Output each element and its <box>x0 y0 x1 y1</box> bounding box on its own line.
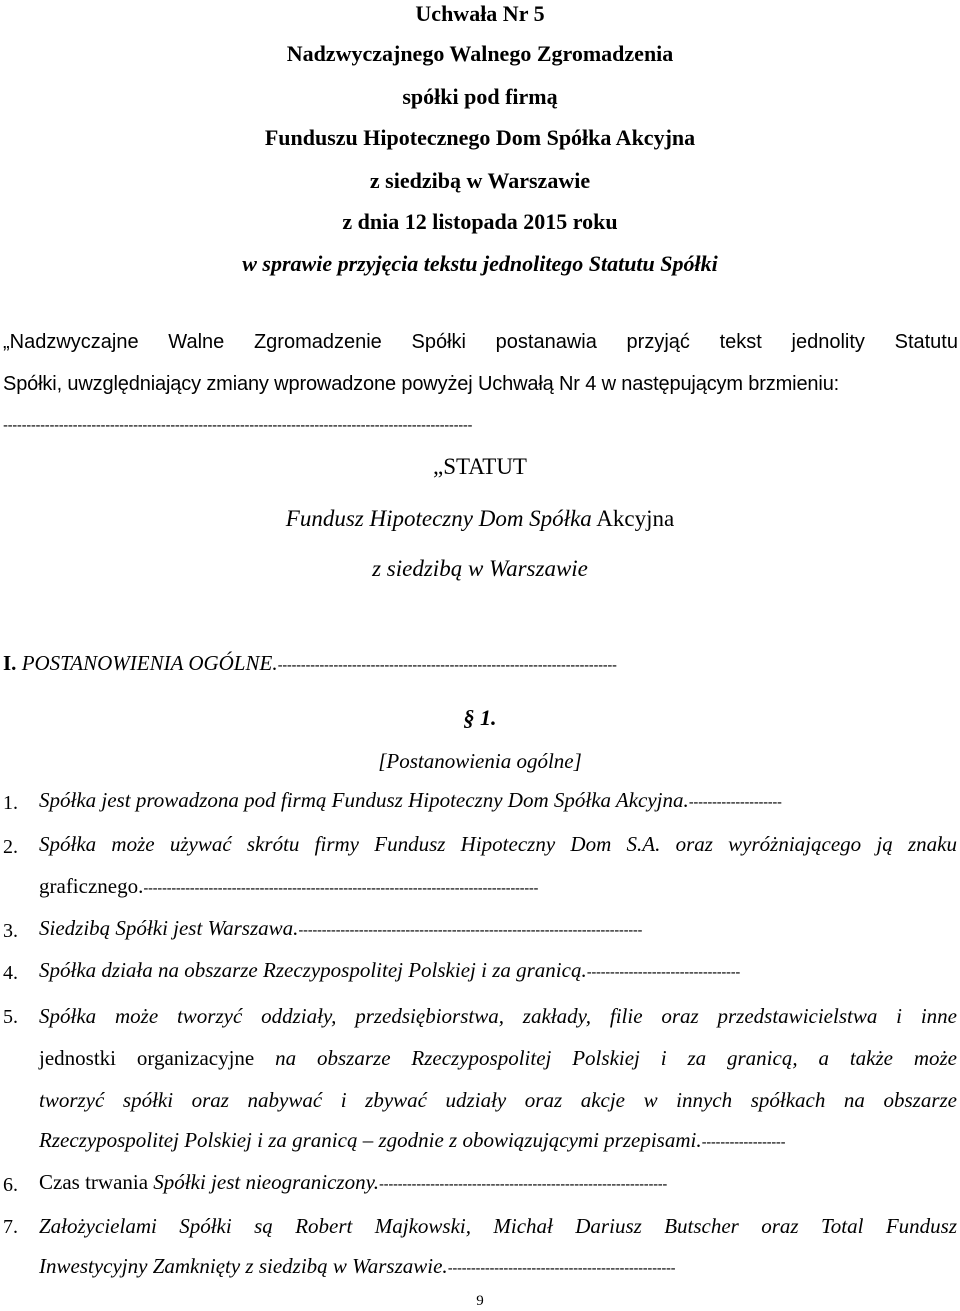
section-heading: I. POSTANOWIENIA OGÓLNE.------------------------------------------------------------------------- <box>3 651 617 675</box>
page-number: 9 <box>476 1293 484 1309</box>
resolution-number: Uchwała Nr 5 <box>415 1 545 26</box>
item-7-line-2: Inwestycyjny Zamknięty z siedzibą w Warszawie.------------------------------------------------- <box>39 1254 676 1278</box>
item-5-line-3: tworzyć spółki oraz nabywać i zbywać udziały oraz akcje w innych spółkach na obszarze <box>39 1088 957 1112</box>
item-7-line-1: Założycielami Spółki są Robert Majkowski, Michał Dariusz Butscher oraz Total Fundusz <box>39 1214 957 1238</box>
resolution-date: z dnia 12 listopada 2015 roku <box>342 209 618 234</box>
item-5-line-1: Spółka może tworzyć oddziały, przedsiębiorstwa, zakłady, filie oraz przedstawicielstwa i inne <box>39 1004 957 1028</box>
item-1-text: Spółka jest prowadzona pod firmą Fundusz Hipoteczny Dom Spółka Akcyjna.-------------------- <box>39 788 782 812</box>
item-number: 4. <box>3 962 18 984</box>
item-2-text: Spółka może używać skrótu firmy Fundusz Hipoteczny Dom S.A. oraz wyróżniającego ją znaku <box>39 832 957 856</box>
statute-seat: z siedzibą w Warszawie <box>372 556 588 581</box>
item-2-continuation: graficznego.------------------------------------------------------------------------------------- <box>39 874 539 898</box>
intro-dashes: ----------------------------------------------------------------------------------------------------- <box>3 417 473 434</box>
paragraph-number: § 1. <box>463 705 497 730</box>
statute-company-name: Fundusz Hipoteczny Dom Spółka Akcyjna <box>285 506 675 531</box>
item-5-line-2: jednostki organizacyjne na obszarze Rzeczypospolitej Polskiej i za granicą, a także może <box>39 1046 957 1070</box>
item-number: 1. <box>3 792 18 814</box>
company-intro: spółki pod firmą <box>402 84 558 109</box>
item-number: 3. <box>3 920 18 942</box>
company-seat: z siedzibą w Warszawie <box>369 168 591 193</box>
item-number: 5. <box>3 1006 18 1028</box>
item-number: 2. <box>3 836 18 858</box>
assembly-name: Nadzwyczajnego Walnego Zgromadzenia <box>286 41 674 66</box>
item-number: 7. <box>3 1216 18 1238</box>
item-number: 6. <box>3 1174 18 1196</box>
item-6-text: Czas trwania Spółki jest nieograniczony.-------------------------------------------------------------- <box>39 1170 668 1194</box>
item-3-text: Siedzibą Spółki jest Warszawa.-------------------------------------------------------------------------- <box>39 916 643 940</box>
company-name: Funduszu Hipotecznego Dom Spółka Akcyjna <box>264 125 696 150</box>
item-5-line-4: Rzeczypospolitej Polskiej i za granicą – zgodnie z obowiązującymi przepisami.------------------ <box>39 1128 786 1152</box>
intro-line-2: Spółki, uwzględniający zmiany wprowadzone powyżej Uchwałą Nr 4 w następującym brzmieniu: <box>3 373 840 395</box>
item-4-text: Spółka działa na obszarze Rzeczypospolitej Polskiej i za granicą.--------------------------------- <box>39 958 740 982</box>
statute-heading: „STATUT <box>433 454 527 479</box>
paragraph-title: [Postanowienia ogólne] <box>378 749 582 773</box>
resolution-subject: w sprawie przyjęcia tekstu jednolitego Statutu Spółki <box>242 251 718 276</box>
intro-line-1: „Nadzwyczajne Walne Zgromadzenie Spółki postanawia przyjąć tekst jednolity Statutu <box>3 331 958 353</box>
